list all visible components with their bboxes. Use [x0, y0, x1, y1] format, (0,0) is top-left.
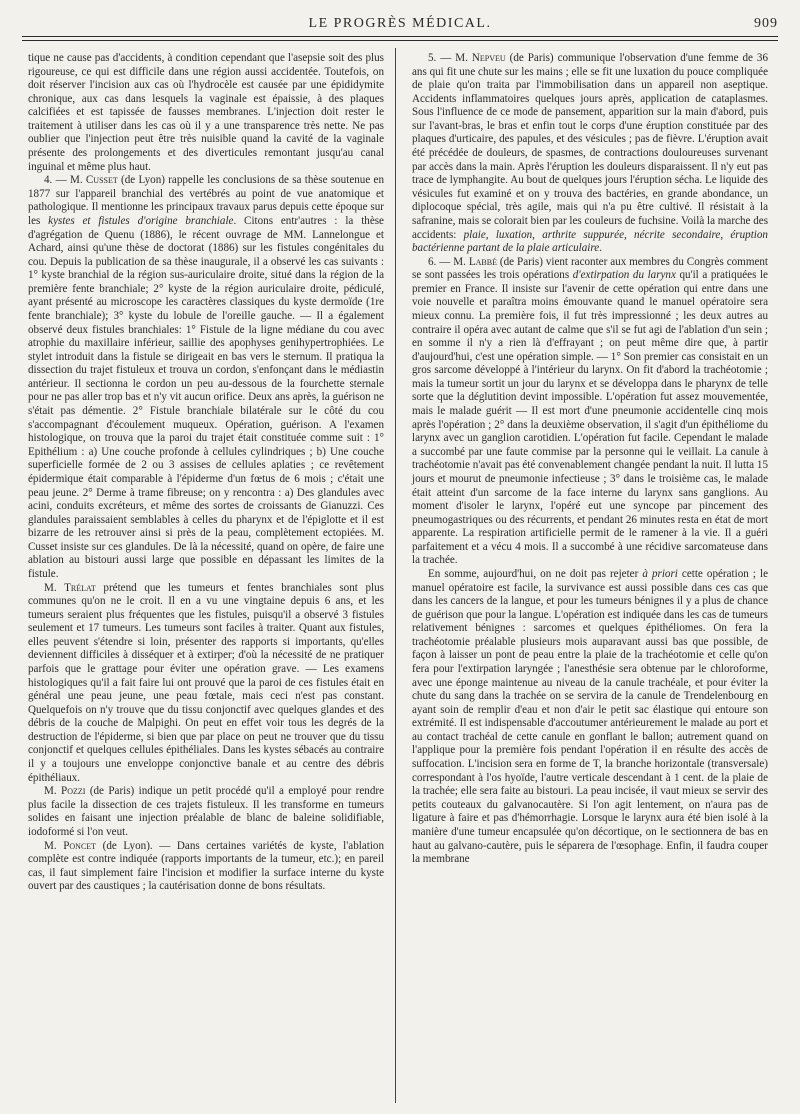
- paragraph-conclusion: [412, 568, 768, 867]
- paragraph-text: . Citons entr'autres : la thèse d'agrégation de Quenu (1886), le récent ouvrage de MM. Lannelongue et Achard, ainsi qu'une thèse de doctorat (1886) sur les fistules congénitales du cou. Depuis la publication de sa thèse inaugurale, il a observé les cas suivants : 1° kyste branchial de la région sus-auriculaire droite, situé dans la région de la première fente branchiale; 2° kyste de la région auriculaire droite, pédiculé, ayant présenté au microscope les caractères classiques du kyste dermoïde (1re fente branchiale); 3° kyste du lobule de l'oreille gauche. — Il a également observé deux fistules branchiales: 1° Fistule de la ligne médiane du cou avec atrophie du maxillaire inférieur, saillie des apophyses genihypertrophiées. Le stylet introduit dans la fistule se dirigeait en bas vers le sternum. Il pratiqua la dissection du trajet fistuleux et trouva un cordon, s'enfonçant dans le médiastin antérieur. Il sectionna le cordon un peu au-dessous de la fourchette sternale pour ne pas aller trop bas et n'y vit aucun orifice. Deux ans après, la guérison ne s'était pas démentie. 2° Fistule branchiale bilatérale sur le côté du cou s'accompagnant d'écoulement muqueux. Opération, guérison. A l'examen histologique, on trouva que la paroi du trajet était constituée comme suit : 1° Epithélium : a) Une couche profonde à cellules cylindriques ; b) Une couche superficielle formée de 2 ou 3 assises de cellules aplaties ; ce revêtement épidermique était comparable à l'épiderme d'un fœtus de 6 mois ; c'était une peau jeune. 2° Derme à trame fibreuse; on y rencontra : a) Des glandules avec acini, conduits excréteurs, et même des sortes de croissants de Gianuzzi. Ces glandules paraissaient semblables à celles du pharynx et de l'épiglotte et il est bizarre de les retrouver ainsi si près de la peau, complètement ectopiées. M. Cusset insiste sur ces glandules. De là la nécessité, quand on opère, de faire une ablation au bistouri aussi large que possible en dépassant les limites de la fistule.: [28, 214, 384, 580]
- speaker-name: M. Pozzi: [44, 785, 86, 798]
- paragraph-labbe: [412, 256, 768, 568]
- paragraph-text: (de Lyon) rappelle les conclusions de sa thèse soutenue en 1877 sur l'appareil branchial des vertébrés au point de vue anatomique et pathologique. Il mentionne les principaux travaux parus depuis cette époque sur les: [28, 174, 385, 227]
- header-rule: [22, 36, 778, 37]
- journal-title: LE PROGRÈS MÉDICAL.: [308, 16, 492, 31]
- paragraph-trelat: [28, 582, 384, 786]
- paragraph-text: qu'il a pratiquées le premier en France. Il insiste sur l'avenir de cette opération qui entre dans une voie nouvelle et paraîtra moins émouvante quand le manuel opératoire sera mieux connu. La première fois, il fut très impressionné ; les deux autres au contraire il opéra avec autant de calme que s'il se fut agi de l'ablation d'un sein ; en somme il n'y a rien là d'effrayant ; on peut même dire que, à partir d'aujourd'hui, c'est une opération simple. — 1° Son premier cas consistait en un gros sarcome développé à l'intérieur du larynx. On fit d'abord la trachéotomie ; mais la tumeur sortit un jour du larynx et se développa dans le pharynx de telle sorte que la déglutition devint impossible. L'opération fut assez mouvementée, mais le malade guérit — Il est mort d'une pneumonie accidentelle cinq mois après l'opération ; 2° dans la deuxième observation, il s'agit d'un épithéliome du larynx avec un ganglion carotidien. L'opération fut facile. Cependant le malade a succombé par une faute commise par la personne qui le veillait. La canule à trachéotomie n'avait pas été convenablement changée pendant la nuit. Il lutta 15 jours et mourut de pneumonie infectieuse ; 3° dans le troisième cas, le malade était atteint d'un sarcome de la face interne du larynx sans ganglions. Au moment d'isoler le larynx, l'opéré eut une syncope par pincement des pneumogastriques ou des récurrents, et pendant 26 minutes resta en état de mort apparente. La respiration artificielle permit de le ramener à la vie. Il a guéri parfaitement et a vécu 4 mois. Il a succombé à une récidive sarcomateuse dans la trachée.: [412, 269, 768, 567]
- paragraph-text: (de Paris) vient raconter aux membres du Congrès comment se sont passées les trois opérations: [412, 255, 768, 282]
- paragraph-text: En somme, aujourd'hui, on ne doit pas rejeter: [428, 567, 643, 580]
- paragraph-text: prétend que les tumeurs et fentes branchiales sont plus communes qu'on ne le croit. Il en a vu une vingtaine depuis 6 ans, et les tumeurs seraient plus fréquentes que les fistules, puisqu'il a observé 3 fistules seulement et 17 tumeurs. Les tumeurs sont faciles à traiter. Quant aux fistules, elles peuvent s'étendre si loin, présenter des rapports si importants, qu'elles deviennent difficiles à disséquer et à extirper; d'où la nécessité de ne pratiquer parfois que le grattage pour éviter une opération grave. — Les examens histologiques qu'il a fait faire lui ont prouvé que la paroi de ces fistules était en général une peau jeune, une peau fœtale, mais ceci n'est pas constant. Quelquefois on n'y trouve que du tissu conjonctif avec quelques glandes et des débris de la couche de Malpighi. On peut en effet voir tous les degrés de la destruction de l'épiderme, si bien que par place on peut ne trouver que du tissu conjonctif et quelques cellules épithéliales. Dans les kystes sébacés au contraire il y a toujours une enveloppe conjonctive banale et au centre des débris épithéliaux.: [28, 581, 384, 784]
- item-number: 4. — M.: [44, 174, 86, 187]
- italic-phrase: kystes et fistules d'origine branchiale: [48, 214, 234, 227]
- item-number: 6. — M.: [428, 255, 469, 268]
- speaker-name: M. Poncet: [44, 839, 97, 852]
- running-header: [22, 14, 778, 38]
- speaker-name: M. Trélat: [44, 581, 96, 594]
- right-column: [412, 52, 768, 867]
- paragraph-text: cette opération ; le manuel opératoire est facile, la survivance est aussi possible dans ces cas que dans les cancers de la langue, et pour les tumeurs bénignes il y a plus de chance de guérison que pour la langue. L'opération est indiquée dans les cas de tumeurs relativement bénignes : sarcomes et quelques épithéliomes. On fera la trachéotomie préalable plusieurs mois auparavant aussi bas que possible, de façon à laisser un pont de peau entre la plaie de la trachéotomie et celle qu'on fera pour l'extirpation laryngée ; l'anesthésie sera obtenue par le chloroforme, avec une éponge maintenue au niveau de la canule trachéale, et pour éviter la chute du sang dans la trachée on se servira de la canule de Trendelenbourg en ayant soin de remplir d'eau et non d'air le petit sac élastique qui entoure son extrémité. Il est indispensable d'accoutumer antérieurement le malade au port et au contact trachéal de cette canule en gonflant le ballon; autrement quand on l'applique pour la première fois pendant l'opération il en résulte des accès de suffocation. L'incision sera en forme de T, la branche horizontale (transversale) correspondant à l'os hyoïde, l'autre verticale descendant à 1 cent. de la plaie de la trachée; elle sera faite au bistouri. La peau incisée, il vaut mieux se servir des petits couteaux du galvanocautère. Si l'on agit lentement, on n'aura pas de ligature à faire et pas d'hémorrhagie. Lorsque le larynx aura été bien isolé à la manière d'une tumeur encapsulée qu'on décortique, on le sectionnera de bas en haut au galvano-cautère, puis le séparera de l'œsophage. Enfin, il faudra couper la membrane: [412, 567, 768, 866]
- paragraph-hydrocele-continued: tique ne cause pas d'accidents, à condition cependant que l'asepsie soit des plus rigoureuse, ce qui est difficile dans une région aussi accidentée. Toutefois, on doit réserver l'incision aux cas où l'hydrocèle est causée par une épididymite chronique, aux cas dans lesquels la vaginale est épaissie, à des plaques calcifiées et est tapissée de fausses membranes. L'injection doit rester le traitement à utiliser dans les cas où il y a une transparence très nette. Ne pas oublier que l'injection peut être très nuisible quand la cavité de la vaginale présente des prolongements et des diverticules remontant jusqu'au canal inguinal et même plus haut.: [28, 52, 384, 173]
- paragraph-text: (de Lyon). — Dans certaines variétés de kyste, l'ablation complète est contre indiquée (rapports importants de la tumeur, etc.); en pareil cas, il faut simplement faire l'incision et modifier la surface interne du kyste ouvert par des caustiques ; la cautérisation donne de bons résultats.: [28, 839, 385, 893]
- paragraph-poncet: [28, 840, 384, 894]
- paragraph-text: (de Paris) indique un petit procédé qu'il a employé pour rendre plus facile la dissection de ces trajets fistuleux. Il les transforme en tumeurs solides en faisant une injection préalable de blanc de baleine solidifiable, iodoformé si l'on veut.: [28, 785, 385, 838]
- speaker-name: Nepveu: [471, 52, 506, 64]
- speaker-name: Cusset: [85, 174, 118, 187]
- left-column: [28, 52, 384, 894]
- paragraph-text: .: [599, 242, 603, 255]
- item-number: 5. — M.: [428, 52, 472, 64]
- paragraph-nepveu: [412, 52, 768, 256]
- paragraph-cusset: [28, 174, 384, 581]
- speaker-name: Labbé: [468, 255, 497, 268]
- italic-phrase: plaie, luxation, arthrite suppurée, nécrite secondaire, éruption bactérienne partant de la plaie articulaire: [412, 228, 768, 255]
- column-separator: [395, 48, 396, 1103]
- header-rule-thin: [22, 40, 778, 41]
- paragraph-pozzi: [28, 785, 384, 839]
- page-number: 909: [754, 16, 778, 31]
- italic-phrase: d'extirpation du larynx: [572, 269, 676, 282]
- paragraph-text: (de Paris) communique l'observation d'une femme de 36 ans qui fit une chute sur les mains ; elle se fit une luxation du pouce compliquée de plaie qu'on traita par l'immobilisation dans un appareil non aseptique. Accidents inflammatoires quelques jours après, application de cataplasmes. Sous l'influence de ce mode de pansement, apparition sur la main d'abord, puis sur l'avant-bras, le bras et enfin tout le corps d'une éruption constituée par des plaques d'urticaire, des papules, et des vésicules ; pas de fièvre. L'éruption avait été précédée de douleurs, de spasmes, de contractions douloureuses survenant par accès dans la main. Après l'éruption les douleurs disparaissent. Il n'y eut pas trace de lymphangite. Au bout de quelques jours l'éruption sécha. Le liquide des vésicules fut examiné et on y trouva des bactéries, en grande abondance, un diplocoque spécial, très agile, mais qui n'a pu être cultivé. Il résistait à la safranine, mais se colorait bien par les couleurs de fuchsine. Voilà la marche des accidents:: [412, 52, 769, 241]
- italic-phrase: à priori: [642, 567, 678, 580]
